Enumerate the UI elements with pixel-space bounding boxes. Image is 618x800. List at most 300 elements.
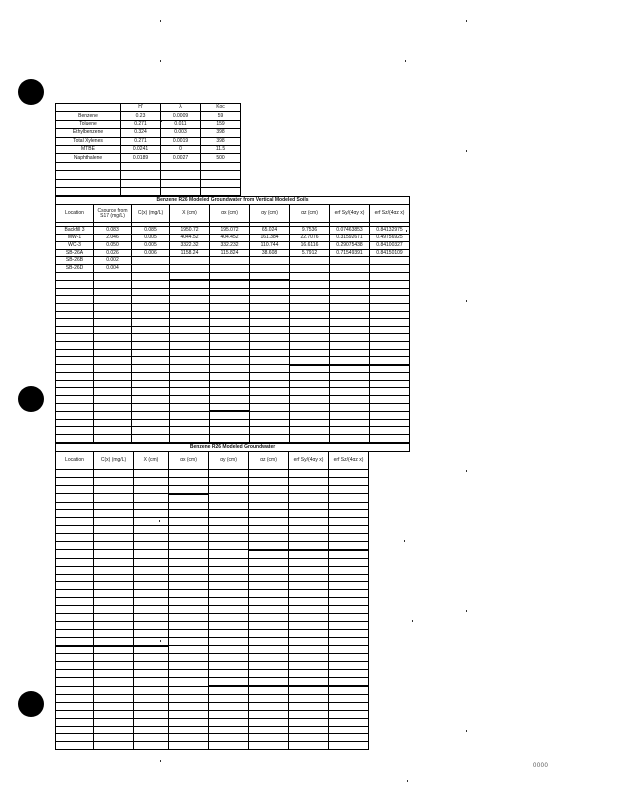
value-cell: [250, 257, 290, 265]
blank-cell: [289, 637, 329, 645]
blank-cell: [289, 726, 329, 734]
blank-cell: [329, 598, 369, 606]
blank-cell: [94, 702, 134, 710]
blank-cell: [370, 334, 410, 342]
blank-cell: [329, 614, 369, 622]
blank-cell: [94, 678, 134, 686]
modeled-header-cell: αy (cm): [209, 452, 249, 470]
blank-cell: [132, 334, 170, 342]
blank-cell: [94, 637, 134, 645]
vertical-data-row: [56, 249, 410, 257]
blank-cell: [56, 510, 94, 518]
blank-cell: [134, 662, 169, 670]
blank-cell: [56, 621, 94, 629]
blank-cell: [94, 349, 132, 357]
blank-cell: [161, 179, 201, 187]
vertical-blank-row: [56, 326, 410, 334]
blank-cell: [56, 326, 94, 334]
blank-cell: [132, 357, 170, 365]
blank-cell: [170, 296, 210, 304]
blank-cell: [370, 319, 410, 327]
blank-cell: [134, 582, 169, 590]
blank-cell: [249, 702, 289, 710]
blank-cell: [169, 710, 209, 718]
blank-cell: [209, 726, 249, 734]
blank-cell: [290, 357, 330, 365]
blank-cell: [289, 510, 329, 518]
vertical-header-cell: C(x) (mg/L): [132, 205, 170, 223]
blank-cell: [94, 670, 134, 678]
blank-cell: [290, 326, 330, 334]
constants-header-cell: λ: [161, 104, 201, 112]
value-cell: 0.026: [94, 249, 132, 257]
blank-cell: [370, 427, 410, 435]
blank-cell: [56, 349, 94, 357]
blank-cell: [94, 296, 132, 304]
blank-cell: [329, 502, 369, 510]
blank-cell: [210, 334, 250, 342]
value-cell: 0.71549391: [330, 249, 370, 257]
modeled-header-cell: αz (cm): [249, 452, 289, 470]
value-cell: 0.07463853: [330, 227, 370, 235]
constants-blank-row: [56, 187, 241, 195]
blank-cell: [134, 550, 169, 558]
value-cell: 0.050: [94, 242, 132, 250]
constant-value-cell: 159: [201, 120, 241, 128]
constant-value-cell: 398: [201, 137, 241, 145]
blank-cell: [210, 427, 250, 435]
blank-cell: [249, 470, 289, 478]
chemical-name-cell: MTBE: [56, 145, 121, 153]
vertical-blank-row: [56, 311, 410, 319]
modeled-blank-row: [56, 494, 410, 502]
location-cell: SB-26B: [56, 257, 94, 265]
blank-cell: [209, 542, 249, 550]
blank-cell: [56, 388, 94, 396]
blank-cell: [134, 598, 169, 606]
chemical-name-cell: Total Xylenes: [56, 137, 121, 145]
blank-cell: [250, 396, 290, 404]
modeled-header-cell: αx (cm): [169, 452, 209, 470]
constant-value-cell: 0.0019: [161, 137, 201, 145]
blank-cell: [329, 477, 369, 485]
blank-cell: [209, 718, 249, 726]
blank-cell: [161, 171, 201, 179]
blank-cell: [330, 303, 370, 311]
modeled-title-row: [56, 444, 410, 452]
vertical-blank-row: [56, 388, 410, 396]
blank-cell: [249, 582, 289, 590]
blank-cell: [169, 494, 209, 502]
vertical-header-cell: erf Sy/(4αy x): [330, 205, 370, 223]
blank-cell: [56, 718, 94, 726]
blank-cell: [210, 403, 250, 411]
blank-cell: [210, 341, 250, 349]
blank-cell: [210, 419, 250, 427]
blank-cell: [94, 388, 132, 396]
blank-cell: [249, 550, 289, 558]
blank-cell: [330, 427, 370, 435]
blank-cell: [329, 582, 369, 590]
blank-cell: [94, 485, 134, 493]
location-cell: Backfill 3: [56, 227, 94, 235]
blank-cell: [94, 280, 132, 288]
blank-cell: [169, 686, 209, 694]
constant-value-cell: 11.5: [201, 145, 241, 153]
blank-cell: [249, 558, 289, 566]
blank-cell: [56, 686, 94, 694]
blank-cell: [94, 427, 132, 435]
modeled-blank-row: [56, 646, 410, 654]
blank-cell: [134, 502, 169, 510]
blank-cell: [56, 311, 94, 319]
blank-cell: [210, 288, 250, 296]
blank-cell: [250, 280, 290, 288]
blank-cell: [289, 574, 329, 582]
constant-value-cell: 0.271: [121, 137, 161, 145]
value-cell: [170, 264, 210, 272]
vertical-blank-row: [56, 373, 410, 381]
blank-cell: [209, 550, 249, 558]
blank-cell: [289, 670, 329, 678]
location-cell: WC-3: [56, 242, 94, 250]
blank-cell: [370, 272, 410, 280]
blank-cell: [169, 678, 209, 686]
vertical-blank-row: [56, 403, 410, 411]
blank-cell: [209, 598, 249, 606]
blank-cell: [290, 373, 330, 381]
blank-cell: [169, 542, 209, 550]
blank-cell: [94, 574, 134, 582]
blank-cell: [169, 742, 209, 750]
blank-cell: [290, 396, 330, 404]
constant-value-cell: 59: [201, 112, 241, 120]
modeled-blank-row: [56, 574, 410, 582]
blank-cell: [56, 694, 94, 702]
blank-cell: [329, 742, 369, 750]
blank-cell: [289, 477, 329, 485]
blank-cell: [134, 606, 169, 614]
blank-cell: [329, 637, 369, 645]
blank-cell: [209, 485, 249, 493]
blank-cell: [56, 598, 94, 606]
vertical-blank-row: [56, 280, 410, 288]
blank-cell: [169, 510, 209, 518]
blank-cell: [249, 637, 289, 645]
blank-cell: [56, 334, 94, 342]
blank-cell: [250, 435, 290, 443]
blank-cell: [210, 272, 250, 280]
blank-cell: [330, 419, 370, 427]
blank-cell: [56, 396, 94, 404]
blank-cell: [56, 678, 94, 686]
blank-cell: [94, 334, 132, 342]
blank-cell: [290, 303, 330, 311]
blank-cell: [94, 582, 134, 590]
blank-cell: [132, 288, 170, 296]
blank-cell: [290, 296, 330, 304]
blank-cell: [132, 396, 170, 404]
value-cell: [210, 264, 250, 272]
blank-cell: [56, 734, 94, 742]
chemical-name-cell: Toluene: [56, 120, 121, 128]
blank-cell: [370, 288, 410, 296]
blank-cell: [209, 590, 249, 598]
blank-cell: [370, 419, 410, 427]
blank-cell: [94, 411, 132, 419]
blank-cell: [210, 303, 250, 311]
blank-cell: [329, 558, 369, 566]
blank-cell: [290, 365, 330, 373]
blank-cell: [290, 280, 330, 288]
constant-value-cell: 0.0241: [121, 145, 161, 153]
blank-cell: [132, 280, 170, 288]
value-cell: [132, 257, 170, 265]
value-cell: 0.49756925: [370, 234, 410, 242]
constants-row: [56, 129, 241, 137]
blank-cell: [94, 403, 132, 411]
blank-cell: [94, 614, 134, 622]
blank-cell: [290, 319, 330, 327]
blank-cell: [329, 710, 369, 718]
blank-cell: [210, 280, 250, 288]
blank-cell: [94, 502, 134, 510]
blank-cell: [134, 726, 169, 734]
blank-cell: [329, 646, 369, 654]
blank-cell: [370, 303, 410, 311]
value-cell: [370, 257, 410, 265]
constants-header-cell: H': [121, 104, 161, 112]
blank-cell: [329, 670, 369, 678]
blank-cell: [289, 582, 329, 590]
blank-cell: [169, 702, 209, 710]
blank-cell: [169, 670, 209, 678]
blank-cell: [56, 162, 121, 170]
blank-cell: [56, 171, 121, 179]
blank-cell: [330, 326, 370, 334]
blank-cell: [209, 574, 249, 582]
constant-value-cell: 0.324: [121, 129, 161, 137]
blank-cell: [134, 646, 169, 654]
blank-cell: [56, 403, 94, 411]
value-cell: [370, 264, 410, 272]
blank-cell: [209, 526, 249, 534]
value-cell: [132, 264, 170, 272]
value-cell: 65.024: [250, 227, 290, 235]
blank-cell: [134, 742, 169, 750]
blank-cell: [134, 485, 169, 493]
blank-cell: [289, 494, 329, 502]
blank-cell: [250, 334, 290, 342]
constant-value-cell: 0.0189: [121, 154, 161, 162]
blank-cell: [94, 419, 132, 427]
blank-cell: [330, 341, 370, 349]
blank-cell: [249, 614, 289, 622]
blank-cell: [134, 526, 169, 534]
blank-cell: [132, 380, 170, 388]
vertical-header-cell: Csource from S17 (mg/L): [94, 205, 132, 223]
chemical-name-cell: Benzene: [56, 112, 121, 120]
blank-cell: [249, 590, 289, 598]
blank-cell: [94, 734, 134, 742]
blank-cell: [370, 396, 410, 404]
blank-cell: [134, 670, 169, 678]
blank-cell: [56, 272, 94, 280]
blank-cell: [94, 477, 134, 485]
blank-cell: [56, 485, 94, 493]
blank-cell: [94, 326, 132, 334]
blank-cell: [289, 518, 329, 526]
blank-cell: [289, 662, 329, 670]
blank-cell: [170, 272, 210, 280]
blank-cell: [134, 637, 169, 645]
modeled-blank-row: [56, 502, 410, 510]
blank-cell: [169, 558, 209, 566]
modeled-header-cell: erf Sy/(4αy x): [289, 452, 329, 470]
blank-cell: [290, 403, 330, 411]
blank-cell: [121, 162, 161, 170]
blank-cell: [250, 272, 290, 280]
modeled-blank-row: [56, 590, 410, 598]
blank-cell: [289, 526, 329, 534]
blank-cell: [210, 349, 250, 357]
blank-cell: [94, 550, 134, 558]
blank-cell: [56, 542, 94, 550]
constant-value-cell: 398: [201, 129, 241, 137]
modeled-blank-row: [56, 566, 410, 574]
blank-cell: [94, 396, 132, 404]
modeled-blank-row: [56, 621, 410, 629]
value-cell: 4044.52: [170, 234, 210, 242]
blank-cell: [94, 526, 134, 534]
modeled-table-body: [56, 444, 410, 750]
blank-cell: [169, 606, 209, 614]
blank-cell: [56, 319, 94, 327]
blank-cell: [56, 357, 94, 365]
blank-cell: [132, 303, 170, 311]
blank-cell: [370, 349, 410, 357]
blank-cell: [170, 435, 210, 443]
blank-cell: [169, 734, 209, 742]
blank-cell: [134, 558, 169, 566]
blank-cell: [209, 702, 249, 710]
vertical-header-cell: Location: [56, 205, 94, 223]
blank-cell: [370, 380, 410, 388]
blank-cell: [329, 590, 369, 598]
constant-value-cell: 500: [201, 154, 241, 162]
blank-cell: [170, 311, 210, 319]
blank-cell: [132, 326, 170, 334]
modeled-blank-row: [56, 550, 410, 558]
blank-cell: [329, 726, 369, 734]
blank-cell: [330, 272, 370, 280]
blank-cell: [250, 411, 290, 419]
blank-cell: [290, 272, 330, 280]
blank-cell: [329, 534, 369, 542]
blank-cell: [210, 373, 250, 381]
blank-cell: [132, 403, 170, 411]
blank-cell: [209, 494, 249, 502]
binder-hole-bottom: [18, 691, 44, 717]
blank-cell: [94, 646, 134, 654]
blank-cell: [132, 411, 170, 419]
blank-cell: [169, 646, 209, 654]
value-cell: 0.84100327: [370, 242, 410, 250]
blank-cell: [134, 590, 169, 598]
blank-cell: [289, 742, 329, 750]
blank-cell: [56, 702, 94, 710]
blank-cell: [370, 435, 410, 443]
vertical-data-row: [56, 234, 410, 242]
blank-cell: [330, 365, 370, 373]
blank-cell: [56, 654, 94, 662]
blank-cell: [209, 694, 249, 702]
blank-cell: [170, 388, 210, 396]
modeled-blank-row: [56, 582, 410, 590]
blank-cell: [170, 334, 210, 342]
modeled-header-row: [56, 452, 410, 470]
blank-cell: [56, 494, 94, 502]
blank-cell: [94, 357, 132, 365]
vertical-data-row: [56, 242, 410, 250]
blank-cell: [330, 435, 370, 443]
blank-cell: [289, 678, 329, 686]
vertical-blank-row: [56, 341, 410, 349]
blank-cell: [94, 629, 134, 637]
blank-cell: [132, 427, 170, 435]
blank-cell: [210, 296, 250, 304]
modeled-blank-row: [56, 606, 410, 614]
blank-cell: [289, 686, 329, 694]
blank-cell: [134, 710, 169, 718]
blank-cell: [134, 614, 169, 622]
blank-cell: [169, 662, 209, 670]
value-cell: 2.046: [94, 234, 132, 242]
blank-cell: [209, 518, 249, 526]
constants-blank-row: [56, 162, 241, 170]
blank-cell: [330, 380, 370, 388]
value-cell: 5.7912: [290, 249, 330, 257]
blank-cell: [170, 373, 210, 381]
blank-cell: [289, 629, 329, 637]
location-cell: SB-26A: [56, 249, 94, 257]
blank-cell: [330, 319, 370, 327]
value-cell: 0.84150109: [370, 249, 410, 257]
blank-cell: [209, 502, 249, 510]
blank-cell: [134, 678, 169, 686]
value-cell: 22.7076: [290, 234, 330, 242]
blank-cell: [289, 654, 329, 662]
blank-cell: [250, 373, 290, 381]
vertical-blank-row: [56, 396, 410, 404]
value-cell: [210, 257, 250, 265]
blank-cell: [329, 734, 369, 742]
blank-cell: [289, 621, 329, 629]
blank-cell: [290, 435, 330, 443]
blank-cell: [94, 311, 132, 319]
blank-cell: [250, 388, 290, 396]
blank-cell: [132, 341, 170, 349]
vertical-blank-row: [56, 303, 410, 311]
blank-cell: [169, 590, 209, 598]
value-cell: [330, 257, 370, 265]
blank-cell: [134, 702, 169, 710]
blank-cell: [209, 710, 249, 718]
blank-cell: [56, 179, 121, 187]
blank-cell: [134, 574, 169, 582]
modeled-blank-row: [56, 558, 410, 566]
blank-cell: [289, 485, 329, 493]
